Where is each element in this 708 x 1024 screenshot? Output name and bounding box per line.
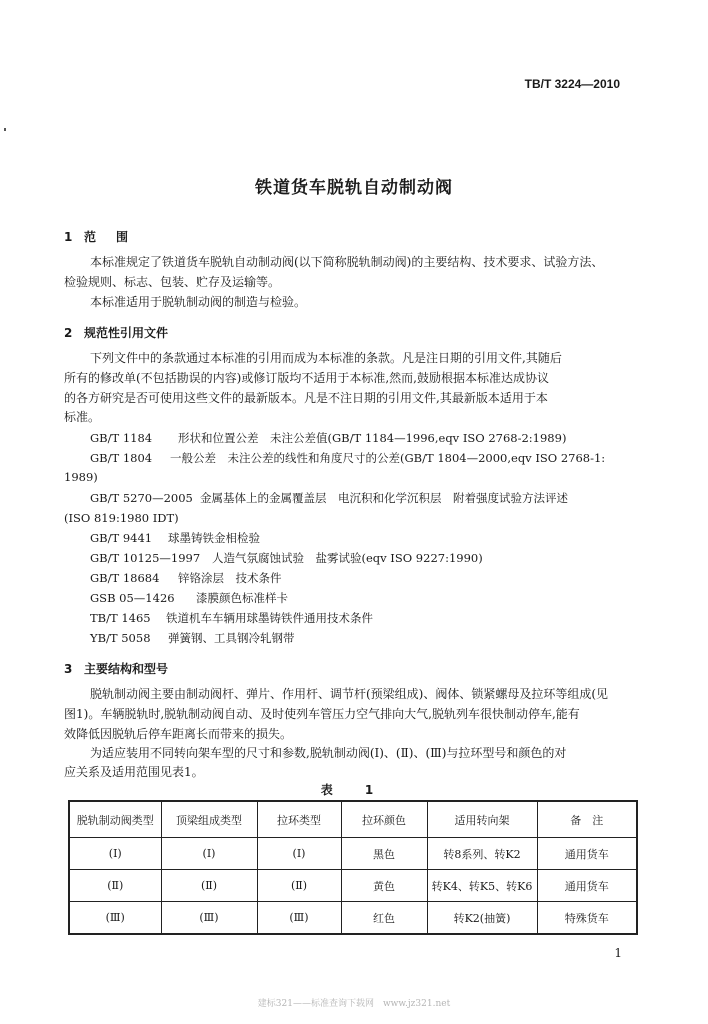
table-cell: (Ⅱ) [69, 870, 161, 902]
table-cell: (Ⅱ) [257, 870, 341, 902]
reference-title: 金属基体上的金属覆盖层 电沉积和化学沉积层 附着强度试验方法评述 [200, 491, 568, 505]
reference-item-continued [64, 469, 98, 485]
watermark-footer: 建标321——标准查询下载网 www.jz321.net [257, 999, 451, 1009]
reference-title: 铁道机车车辆用球墨铸铁件通用技术条件 [166, 611, 373, 625]
table-cell: 转K4、转K5、转K6 [427, 870, 537, 902]
reference-item [90, 450, 605, 466]
reference-code: GB/T 18684 [90, 571, 160, 585]
standard-code: TB/T 3224—2010 [524, 77, 620, 91]
reference-title: 漆膜颜色标准样卡 [196, 591, 288, 605]
table-caption: 表 1 [320, 783, 388, 797]
section-3-heading [64, 660, 168, 677]
reference-title: 弹簧钢、工具钢冷轧钢带 [168, 631, 295, 645]
table-row [69, 838, 637, 870]
table-cell: 特殊货车 [537, 902, 637, 935]
table-header-cell: 拉环类型 [257, 801, 341, 838]
table-cell: 黑色 [341, 838, 427, 870]
table-cell: (Ⅰ) [161, 838, 257, 870]
section-title: 规范性引用文件 [84, 326, 169, 340]
paragraph-line: 所有的修改单(不包括勘误的内容)或修订版均不适用于本标准,然而,鼓励根据本标准达成协议 [64, 371, 549, 385]
table-cell: (Ⅲ) [69, 902, 161, 935]
table-cell: (Ⅲ) [161, 902, 257, 935]
reference-title: 球墨铸铁金相检验 [168, 531, 260, 545]
table-header-cell: 顶梁组成类型 [161, 801, 257, 838]
reference-title: 1989) [64, 470, 98, 484]
valve-type-table [68, 800, 638, 935]
paragraph-line: 标准。 [64, 410, 101, 424]
table-cell: (Ⅰ) [69, 838, 161, 870]
paragraph-line: 应关系及适用范围见表1。 [64, 765, 204, 779]
reference-item-continued [64, 510, 179, 526]
paragraph-line: 的各方研究是否可使用这些文件的最新版本。凡是不注日期的引用文件,其最新版本适用于本 [64, 391, 548, 405]
reference-title: 形状和位置公差 未注公差值(GB/T 1184—1996,eqv ISO 2768-2:1989) [178, 431, 567, 445]
reference-title: 人造气氛腐蚀试验 盐雾试验(eqv ISO 9227:1990) [212, 551, 483, 565]
paragraph-line: 检验规则、标志、包装、贮存及运输等。 [64, 275, 281, 289]
reference-code: GB/T 1804 [90, 451, 153, 465]
table-cell: 通用货车 [537, 838, 637, 870]
reference-code: GB/T 9441 [90, 531, 153, 545]
scan-mark [4, 128, 6, 131]
section-title: 范围 [84, 230, 149, 244]
paragraph-line: 效降低因脱轨后停车距离长而带来的损失。 [64, 727, 293, 741]
paragraph-line: 本标准规定了铁道货车脱轨自动制动阀(以下简称脱轨制动阀)的主要结构、技术要求、试验方法、 [90, 255, 604, 269]
table-header-cell: 脱轨制动阀类型 [69, 801, 161, 838]
section-number: 3 [64, 662, 73, 676]
table-cell: 通用货车 [537, 870, 637, 902]
reference-code: TB/T 1465 [90, 611, 151, 625]
reference-item [90, 590, 288, 606]
reference-code: GB/T 5270—2005 [90, 491, 193, 505]
reference-item [90, 550, 483, 566]
table-header-cell: 拉环颜色 [341, 801, 427, 838]
table-row [69, 902, 637, 935]
paragraph-line: 图1)。车辆脱轨时,脱轨制动阀自动、及时使列车管压力空气排向大气,脱轨列车很快制动停车,能有 [64, 707, 580, 721]
reference-item [90, 630, 295, 646]
table-header-row [69, 801, 637, 838]
reference-item [90, 610, 373, 626]
section-title: 主要结构和型号 [84, 662, 169, 676]
table-cell: 转8系列、转K2 [427, 838, 537, 870]
reference-title: 一般公差 未注公差的线性和角度尺寸的公差(GB/T 1804—2000,eqv ISO 2768-1: [170, 451, 606, 465]
reference-item [90, 530, 260, 546]
table-cell: (Ⅱ) [161, 870, 257, 902]
table-row [69, 870, 637, 902]
table-cell: (Ⅲ) [257, 902, 341, 935]
reference-item [90, 490, 568, 506]
reference-code: GSB 05—1426 [90, 591, 175, 605]
reference-code: YB/T 5058 [90, 631, 151, 645]
reference-code: GB/T 1184 [90, 431, 153, 445]
paragraph-line: 为适应装用不同转向架车型的尺寸和参数,脱轨制动阀(Ⅰ)、(Ⅱ)、(Ⅲ)与拉环型号和颜色的对 [90, 746, 567, 760]
paragraph-line: 本标准适用于脱轨制动阀的制造与检验。 [90, 295, 307, 309]
section-1-heading [64, 228, 148, 245]
page-number: 1 [614, 946, 622, 960]
reference-title: (ISO 819:1980 IDT) [64, 511, 179, 525]
document-title: 铁道货车脱轨自动制动阀 [255, 178, 453, 198]
table-cell: 红色 [341, 902, 427, 935]
reference-code: GB/T 10125—1997 [90, 551, 201, 565]
paragraph-line: 脱轨制动阀主要由制动阀杆、弹片、作用杆、调节杆(预梁组成)、阀体、锁紧螺母及拉环等组成(见 [90, 687, 609, 701]
table-header-cell: 适用转向架 [427, 801, 537, 838]
table-cell: 转K2(抽簧) [427, 902, 537, 935]
reference-item [90, 570, 282, 586]
section-number: 1 [64, 230, 73, 244]
paragraph-line: 下列文件中的条款通过本标准的引用而成为本标准的条款。凡是注日期的引用文件,其随后 [90, 351, 562, 365]
table-header-cell: 备 注 [537, 801, 637, 838]
reference-item [90, 430, 566, 446]
reference-title: 锌铬涂层 技术条件 [178, 571, 282, 585]
section-2-heading [64, 324, 168, 341]
table-cell: 黄色 [341, 870, 427, 902]
table-cell: (Ⅰ) [257, 838, 341, 870]
section-number: 2 [64, 326, 73, 340]
